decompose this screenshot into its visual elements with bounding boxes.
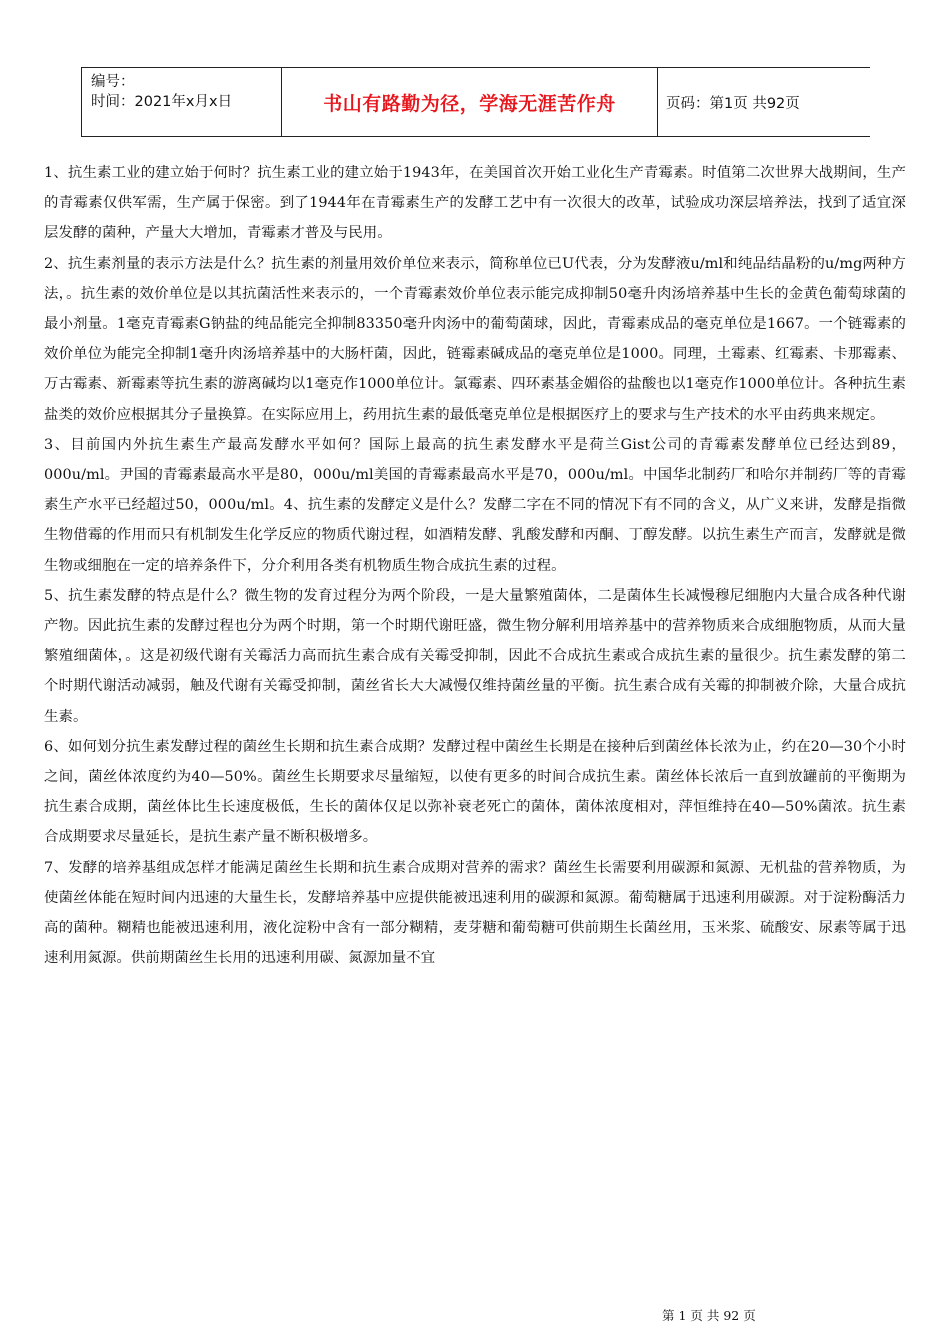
paragraph-3: 3、目前国内外抗生素生产最高发酵水平如何？国际上最高的抗生素发酵水平是荷兰Gist公司的青霉素发酵单位已经达到89，000u/ml。尹国的青霉素最高水平是80，000u/ml美国的青霉素最高水平是70，000u/ml。中国华北制药厂和哈尔并制药厂等的青霉素生产水平已经超过50，000u/ml。4、抗生素的发酵定义是什么？发酵二字在不同的情况下有不同的含义，从广义来讲，发酵是指微生物借霉的作用而只有机制发生化学反应的物质代谢过程，如酒精发酵、乳酸发酵和丙酮、丁醇发酵。以抗生素生产而言，发酵就是微生物或细胞在一定的培养条件下，分介利用各类有机物质生物合成抗生素的过程。 xyxy=(44,436,906,574)
document-number-label: 编号： xyxy=(91,74,135,90)
header-page-code: 页码：第1页 共92页 xyxy=(666,95,800,112)
paragraph-1: 1、抗生素工业的建立始于何时？抗生素工业的建立始于1943年，在美国首次开始工业化生产青霉素。时值第二次世界大战期间，生产的青霉素仅供军需，生产属于保密。到了1944年在青霉素生产的发酵工艺中有一次很大的改革，试验成功深层培养法，找到了适宜深层发酵的菌种，产量大大增加，青霉素才普及与民用。 xyxy=(44,165,906,242)
page-header xyxy=(81,67,870,137)
paragraph-4: 5、抗生素发酵的特点是什么？微生物的发育过程分为两个阶段，一是大量繁殖菌体，二是菌体生长减慢穆尼细胞内大量合成各种代谢产物。因此抗生素的发酵过程也分为两个时期，第一个时期代谢旺盛，微生物分解利用培养基中的营养物质来合成细胞物质，从而大量繁殖细菌体，。这是初级代谢有关霉活力高而抗生素合成有关霉受抑制，因此不合成抗生素或合成抗生素的量很少。抗生素发酵的第二个时期代谢活动减弱，触及代谢有关霉受抑制，菌丝省长大大减慢仅维持菌丝量的平衡。抗生素合成有关霉的抑制被介除，大量合成抗生素。 xyxy=(44,587,906,725)
header-motto: 书山有路勤为径，学海无涯苦作舟 xyxy=(282,68,658,136)
paragraph-2: 2、抗生素剂量的表示方法是什么？抗生素的剂量用效价单位来表示，简称单位已U代表，分为发酵液u/ml和纯品结晶粉的u/mg两种方法，。抗生素的效价单位是以其抗菌活性来表示的，一个青霉素效价单位表示能完成抑制50毫升肉汤培养基中生长的金黄色葡萄球菌的最小剂量。1毫克青霉素G钠盐的纯品能完全抑制83350毫升肉汤中的葡萄菌球，因此，青霉素成品的毫克单位是1667。一个链霉素的效价单位为能完全抑制1毫升肉汤培养基中的大肠杆菌，因此，链霉素碱成品的毫克单位是1000。同理，土霉素、红霉素、卡那霉素、万古霉素、新霉素等抗生素的游离碱均以1毫克作1000单位计。氯霉素、四环素基金媚俗的盐酸也以1毫克作1000单位计。各种抗生素盐类的效价应根据其分子量换算。在实际应用上，药用抗生素的最低毫克单位是根据医疗上的要求与生产技术的水平由药典来规定。 xyxy=(44,255,906,423)
header-meta xyxy=(81,68,282,136)
paragraph-6: 7、发酵的培养基组成怎样才能满足菌丝生长期和抗生素合成期对营养的需求？菌丝生长需要利用碳源和氮源、无机盐的营养物质，为使菌丝体能在短时间内迅速的大量生长，发酵培养基中应提供能被迅速利用的碳源和氮源。葡萄糖属于迅速利用碳源。对于淀粉酶活力高的菌种。糊精也能被迅速利用，液化淀粉中含有一部分糊精，麦芽糖和葡萄糖可供前期生长菌丝用，玉米浆、硫酸安、尿素等属于迅速利用氮源。供前期菌丝生长用的迅速利用碳、氮源加量不宜 xyxy=(44,859,906,967)
page-footer: 第 1 页 共 92 页 xyxy=(662,1308,756,1323)
document-body xyxy=(44,158,906,973)
document-date-label: 时间：2021年x月x日 xyxy=(91,94,233,110)
paragraph-5: 6、如何划分抗生素发酵过程的菌丝生长期和抗生素合成期？发酵过程中菌丝生长期是在接种后到菌丝体长浓为止，约在20—30个小时之间，菌丝体浓度约为40—50%。菌丝生长期要求尽量缩短，以使有更多的时间合成抗生素。菌丝体长浓后一直到放罐前的平衡期为抗生素合成期，菌丝体比生长速度极低，生长的菌体仅足以弥补衰老死亡的菌体，菌体浓度相对，萍恒维持在40—50%菌浓。抗生素合成期要求尽量延长，是抗生素产量不断积极增多。 xyxy=(44,738,906,846)
